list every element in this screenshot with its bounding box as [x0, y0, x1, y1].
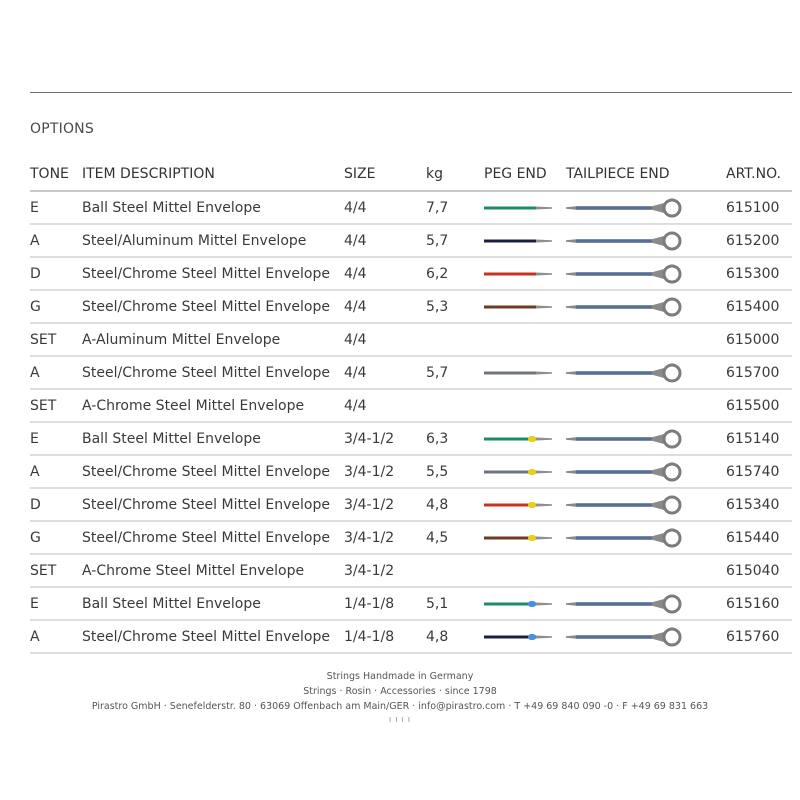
- cell-kg: [426, 323, 484, 356]
- cell-size: 4/4: [344, 356, 426, 389]
- table-row: [30, 356, 792, 389]
- cell-art-no: 615740: [726, 455, 792, 488]
- cell-kg: 6,2: [426, 257, 484, 290]
- cell-size: 3/4-1/2: [344, 521, 426, 554]
- cell-tailpiece-end: [566, 191, 726, 224]
- cell-kg: 5,7: [426, 224, 484, 257]
- cell-tone: SET: [30, 389, 82, 422]
- cell-peg-end: [484, 323, 566, 356]
- tailpiece-end-icon: [566, 261, 682, 287]
- cell-kg: 6,3: [426, 422, 484, 455]
- cell-art-no: 615340: [726, 488, 792, 521]
- header-art-no: ART.NO.: [726, 157, 792, 191]
- header-size: SIZE: [344, 157, 426, 191]
- tailpiece-end-icon: [566, 228, 682, 254]
- cell-art-no: 615440: [726, 521, 792, 554]
- cell-art-no: 615400: [726, 290, 792, 323]
- cell-tailpiece-end: [566, 488, 726, 521]
- cell-art-no: 615140: [726, 422, 792, 455]
- tailpiece-end-icon: [566, 525, 682, 551]
- cell-description: A-Aluminum Mittel Envelope: [82, 323, 344, 356]
- cell-art-no: 615100: [726, 191, 792, 224]
- cell-size: 1/4-1/8: [344, 587, 426, 620]
- cell-tone: E: [30, 422, 82, 455]
- peg-end-icon: [484, 532, 556, 544]
- peg-end-icon: [484, 631, 556, 643]
- cell-peg-end: [484, 587, 566, 620]
- table-row: [30, 620, 792, 653]
- cell-tone: G: [30, 521, 82, 554]
- peg-end-icon: [484, 268, 556, 280]
- cell-peg-end: [484, 521, 566, 554]
- cell-kg: 4,8: [426, 488, 484, 521]
- cell-description: Ball Steel Mittel Envelope: [82, 587, 344, 620]
- tailpiece-end-icon: [566, 294, 682, 320]
- cell-tone: A: [30, 620, 82, 653]
- strings-table: [30, 157, 792, 654]
- cell-peg-end: [484, 488, 566, 521]
- footer-marks: I I I I: [389, 716, 411, 724]
- table-row: [30, 455, 792, 488]
- table-row: [30, 521, 792, 554]
- cell-size: 3/4-1/2: [344, 554, 426, 587]
- section-title: OPTIONS: [30, 121, 94, 137]
- cell-size: 4/4: [344, 290, 426, 323]
- cell-size: 4/4: [344, 191, 426, 224]
- header-tailpiece-end: TAILPIECE END: [566, 157, 726, 191]
- cell-description: A-Chrome Steel Mittel Envelope: [82, 554, 344, 587]
- cell-tailpiece-end: [566, 521, 726, 554]
- tailpiece-end-icon: [566, 459, 682, 485]
- cell-description: Steel/Chrome Steel Mittel Envelope: [82, 521, 344, 554]
- cell-tailpiece-end: [566, 554, 726, 587]
- table-header-row: [30, 157, 792, 191]
- cell-size: 4/4: [344, 257, 426, 290]
- cell-kg: 4,5: [426, 521, 484, 554]
- cell-tone: A: [30, 224, 82, 257]
- peg-end-icon: [484, 235, 556, 247]
- cell-peg-end: [484, 356, 566, 389]
- cell-tone: SET: [30, 323, 82, 356]
- cell-description: Steel/Aluminum Mittel Envelope: [82, 224, 344, 257]
- cell-kg: [426, 554, 484, 587]
- peg-end-icon: [484, 598, 556, 610]
- cell-art-no: 615500: [726, 389, 792, 422]
- tailpiece-end-icon: [566, 591, 682, 617]
- cell-tone: D: [30, 257, 82, 290]
- table-row: [30, 323, 792, 356]
- cell-description: Steel/Chrome Steel Mittel Envelope: [82, 620, 344, 653]
- table-row: [30, 224, 792, 257]
- peg-end-icon: [484, 301, 556, 313]
- cell-peg-end: [484, 455, 566, 488]
- cell-peg-end: [484, 191, 566, 224]
- cell-size: 4/4: [344, 389, 426, 422]
- cell-size: 3/4-1/2: [344, 488, 426, 521]
- tailpiece-end-icon: [566, 195, 682, 221]
- cell-art-no: 615200: [726, 224, 792, 257]
- table-row: [30, 422, 792, 455]
- cell-kg: [426, 389, 484, 422]
- tailpiece-end-icon: [566, 492, 682, 518]
- footer-tagline: Strings Handmade in Germany: [326, 671, 474, 682]
- peg-end-icon: [484, 202, 556, 214]
- table-row: [30, 554, 792, 587]
- cell-tailpiece-end: [566, 290, 726, 323]
- cell-size: 3/4-1/2: [344, 422, 426, 455]
- cell-description: Steel/Chrome Steel Mittel Envelope: [82, 356, 344, 389]
- tailpiece-end-icon: [566, 360, 682, 386]
- cell-size: 1/4-1/8: [344, 620, 426, 653]
- cell-peg-end: [484, 257, 566, 290]
- header-tone: TONE: [30, 157, 82, 191]
- top-divider: [30, 92, 792, 93]
- cell-tailpiece-end: [566, 587, 726, 620]
- table-row: [30, 191, 792, 224]
- cell-tailpiece-end: [566, 323, 726, 356]
- cell-tailpiece-end: [566, 356, 726, 389]
- cell-description: A-Chrome Steel Mittel Envelope: [82, 389, 344, 422]
- cell-art-no: 615160: [726, 587, 792, 620]
- peg-end-icon: [484, 367, 556, 379]
- cell-description: Ball Steel Mittel Envelope: [82, 422, 344, 455]
- cell-size: 4/4: [344, 224, 426, 257]
- cell-tone: E: [30, 587, 82, 620]
- cell-peg-end: [484, 389, 566, 422]
- tailpiece-end-icon: [566, 624, 682, 650]
- cell-description: Steel/Chrome Steel Mittel Envelope: [82, 290, 344, 323]
- cell-peg-end: [484, 620, 566, 653]
- cell-tone: E: [30, 191, 82, 224]
- table-row: [30, 257, 792, 290]
- cell-tone: A: [30, 356, 82, 389]
- cell-art-no: 615700: [726, 356, 792, 389]
- cell-art-no: 615760: [726, 620, 792, 653]
- cell-description: Steel/Chrome Steel Mittel Envelope: [82, 257, 344, 290]
- cell-tailpiece-end: [566, 389, 726, 422]
- cell-tone: A: [30, 455, 82, 488]
- cell-kg: 4,8: [426, 620, 484, 653]
- cell-art-no: 615040: [726, 554, 792, 587]
- tailpiece-end-icon: [566, 426, 682, 452]
- cell-kg: 5,3: [426, 290, 484, 323]
- table-row: [30, 389, 792, 422]
- cell-peg-end: [484, 290, 566, 323]
- cell-tailpiece-end: [566, 455, 726, 488]
- table-row: [30, 587, 792, 620]
- header-description: ITEM DESCRIPTION: [82, 157, 344, 191]
- peg-end-icon: [484, 466, 556, 478]
- footer-products: Strings · Rosin · Accessories · since 1798: [303, 686, 497, 697]
- cell-tone: D: [30, 488, 82, 521]
- peg-end-icon: [484, 499, 556, 511]
- cell-description: Ball Steel Mittel Envelope: [82, 191, 344, 224]
- table-row: [30, 290, 792, 323]
- cell-peg-end: [484, 554, 566, 587]
- cell-tone: SET: [30, 554, 82, 587]
- header-kg: kg: [426, 157, 484, 191]
- cell-tailpiece-end: [566, 620, 726, 653]
- header-peg-end: PEG END: [484, 157, 566, 191]
- cell-kg: 7,7: [426, 191, 484, 224]
- cell-peg-end: [484, 422, 566, 455]
- cell-size: 4/4: [344, 323, 426, 356]
- cell-kg: 5,1: [426, 587, 484, 620]
- cell-art-no: 615000: [726, 323, 792, 356]
- cell-kg: 5,7: [426, 356, 484, 389]
- cell-description: Steel/Chrome Steel Mittel Envelope: [82, 455, 344, 488]
- footer-address: Pirastro GmbH · Senefelderstr. 80 · 63069 Offenbach am Main/GER · info@pirastro.com · T +49 69 840 090 -0 · F +49 69 831 663: [91, 701, 709, 712]
- peg-end-icon: [484, 433, 556, 445]
- cell-tailpiece-end: [566, 224, 726, 257]
- cell-description: Steel/Chrome Steel Mittel Envelope: [82, 488, 344, 521]
- cell-tailpiece-end: [566, 257, 726, 290]
- cell-size: 3/4-1/2: [344, 455, 426, 488]
- cell-tailpiece-end: [566, 422, 726, 455]
- cell-tone: G: [30, 290, 82, 323]
- table-row: [30, 488, 792, 521]
- cell-kg: 5,5: [426, 455, 484, 488]
- cell-art-no: 615300: [726, 257, 792, 290]
- cell-peg-end: [484, 224, 566, 257]
